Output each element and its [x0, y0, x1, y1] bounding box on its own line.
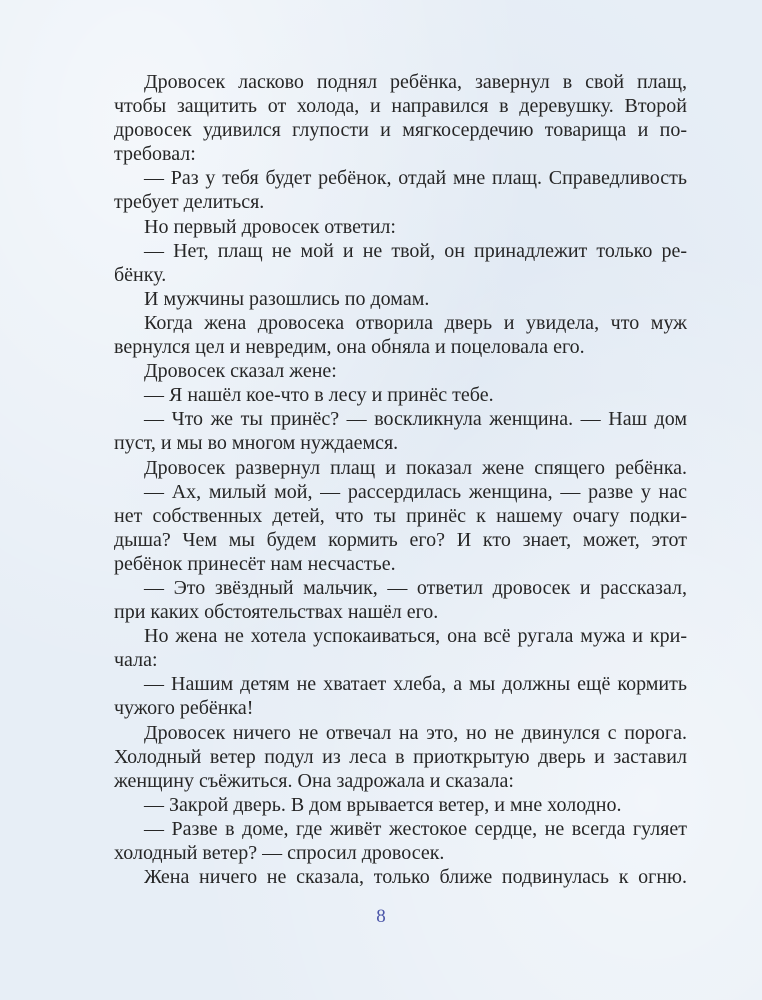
story-text: [114, 70, 687, 889]
text-line: Холодный ветер подул из леса в приоткрытую дверь и заставил: [114, 745, 687, 768]
text-line: чала:: [114, 649, 158, 672]
text-line: — Что же ты принёс? — воскликнула женщина. — Наш дом: [144, 408, 687, 431]
text-line: Но жена не хотела успокаиваться, она всё ругала мужа и кри-: [144, 625, 687, 648]
text-line: нет собственных детей, что ты принёс к нашему очагу подки-: [114, 504, 687, 527]
text-line: дыша? Чем мы будем кормить его? И кто знает, может, этот: [114, 528, 687, 551]
text-line: чужого ребёнка!: [114, 697, 254, 720]
text-line: Дровосек ничего не отвечал на это, но не двинулся с порога.: [144, 721, 687, 744]
text-line: Но первый дровосек ответил:: [144, 215, 396, 238]
text-line: — Я нашёл кое-что в лесу и принёс тебе.: [144, 384, 494, 407]
text-line: требовал:: [114, 143, 196, 166]
text-line: дровосек удивился глупости и мягкосердечию товарища и по-: [114, 119, 687, 142]
text-line: чтобы защитить от холода, и направился в деревушку. Второй: [114, 95, 687, 118]
text-line: — Нашим детям не хватает хлеба, а мы должны ещё кормить: [144, 673, 687, 696]
text-line: холодный ветер? — спросил дровосек.: [114, 842, 445, 864]
text-line: — Ах, милый мой, — рассердилась женщина, — разве у нас: [144, 480, 687, 503]
text-line: Дровосек сказал жене:: [144, 360, 337, 383]
text-line: — Разве в доме, где живёт жестокое сердце, не всегда гуляет: [144, 817, 687, 840]
text-line: — Закрой дверь. В дом врывается ветер, и мне холодно.: [144, 793, 622, 816]
text-line: Дровосек развернул плащ и показал жене спящего ребёнка.: [144, 456, 687, 479]
text-line: ребёнок принесёт нам несчастье.: [114, 552, 396, 575]
text-line: бёнку.: [114, 263, 167, 286]
page-number: 8: [376, 906, 386, 927]
text-line: Жена ничего не сказала, только ближе подвинулась к огню.: [144, 866, 687, 889]
text-line: Когда жена дровосека отворила дверь и увидела, что муж: [144, 311, 687, 334]
text-line: — Нет, плащ не мой и не твой, он принадлежит только ре-: [144, 239, 687, 262]
text-line: Дровосек ласково поднял ребёнка, завернул в свой плащ,: [144, 71, 687, 93]
text-line: И мужчины разошлись по домам.: [144, 287, 430, 310]
text-line: требует делиться.: [114, 191, 265, 214]
text-line: при каких обстоятельствах нашёл его.: [114, 601, 439, 624]
text-line: вернулся цел и невредим, она обняла и поцеловала его.: [114, 336, 585, 359]
text-line: женщину съёжиться. Она задрожала и сказала:: [114, 769, 514, 792]
text-line: пуст, и мы во многом нуждаемся.: [114, 432, 399, 455]
text-line: — Это звёздный мальчик, — ответил дровосек и рассказал,: [144, 576, 687, 599]
text-line: — Раз у тебя будет ребёнок, отдай мне плащ. Справедливость: [144, 167, 687, 190]
